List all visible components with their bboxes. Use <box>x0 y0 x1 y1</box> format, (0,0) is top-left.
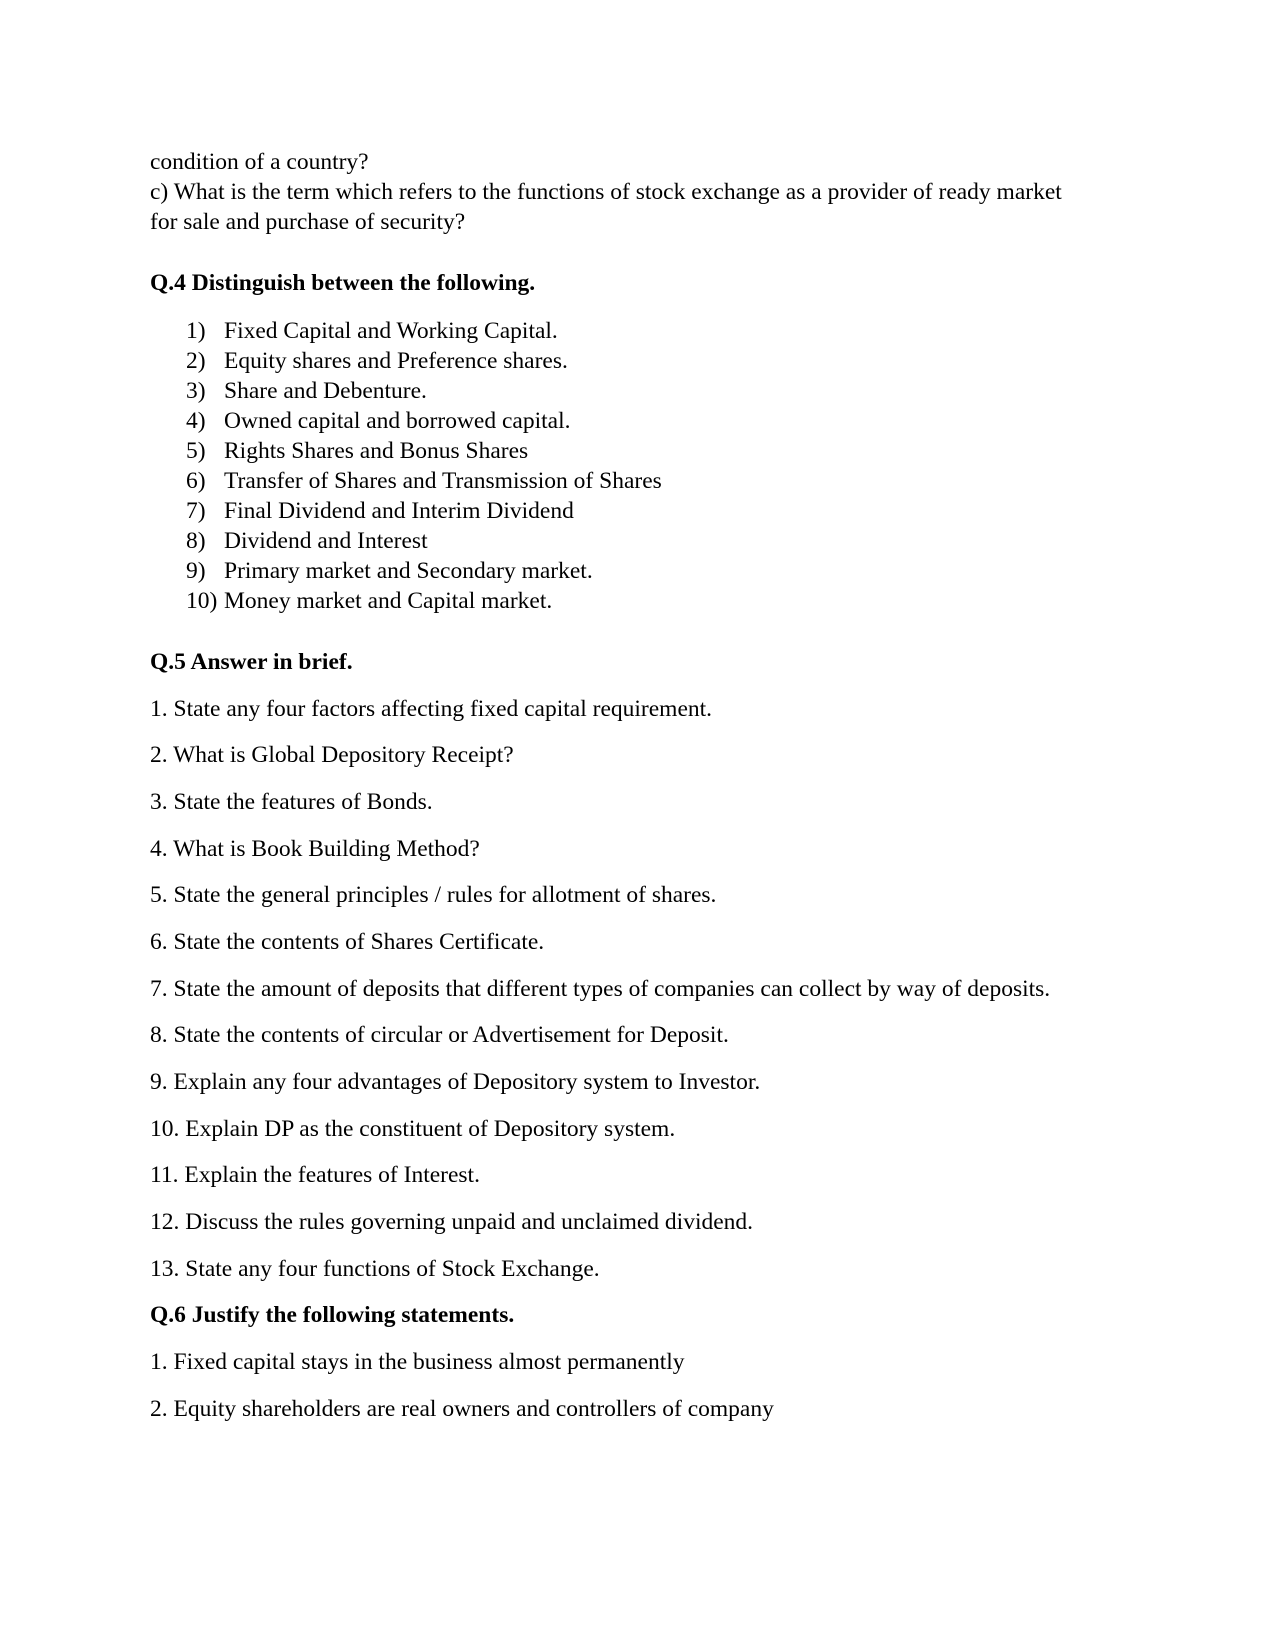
q6-list-item: 2. Equity shareholders are real owners and controllers of company <box>150 1396 774 1422</box>
q4-item-number: 5) <box>186 438 206 464</box>
q4-list-item <box>186 556 593 586</box>
q4-item-number: 4) <box>186 408 206 434</box>
q4-item-text: Transfer of Shares and Transmission of Shares <box>224 468 662 494</box>
q5-list-item: 3. State the features of Bonds. <box>150 789 433 815</box>
q4-list-item <box>186 526 428 556</box>
q4-list-item <box>186 496 574 526</box>
q6-list-item: 1. Fixed capital stays in the business almost permanently <box>150 1349 685 1375</box>
q4-item-number: 8) <box>186 528 206 554</box>
q4-heading: Q.4 Distinguish between the following. <box>150 270 536 296</box>
q5-heading: Q.5 Answer in brief. <box>150 649 353 675</box>
q4-list-item <box>186 586 552 616</box>
q5-list-item: 7. State the amount of deposits that different types of companies can collect by way of deposits. <box>150 976 1051 1002</box>
q4-item-text: Share and Debenture. <box>224 378 427 404</box>
q4-item-text: Owned capital and borrowed capital. <box>224 408 571 434</box>
q5-list-item: 4. What is Book Building Method? <box>150 836 480 862</box>
q5-list-item: 9. Explain any four advantages of Depository system to Investor. <box>150 1069 761 1095</box>
q4-item-text: Fixed Capital and Working Capital. <box>224 318 558 344</box>
q5-list-item: 12. Discuss the rules governing unpaid and unclaimed dividend. <box>150 1209 754 1235</box>
q4-item-number: 2) <box>186 348 206 374</box>
q5-list-item: 10. Explain DP as the constituent of Depository system. <box>150 1116 676 1142</box>
q5-list-item: 11. Explain the features of Interest. <box>150 1162 480 1188</box>
q4-list-item <box>186 316 558 346</box>
q5-list-item: 1. State any four factors affecting fixed capital requirement. <box>150 696 713 722</box>
q4-list-item <box>186 406 571 436</box>
q4-item-text: Rights Shares and Bonus Shares <box>224 438 529 464</box>
q4-list-item <box>186 466 662 496</box>
q5-list-item: 5. State the general principles / rules for allotment of shares. <box>150 882 717 908</box>
q4-item-text: Final Dividend and Interim Dividend <box>224 498 574 524</box>
q4-item-number: 7) <box>186 498 206 524</box>
q5-list-item: 8. State the contents of circular or Advertisement for Deposit. <box>150 1022 729 1048</box>
q4-item-text: Primary market and Secondary market. <box>224 558 593 584</box>
q5-list-item: 2. What is Global Depository Receipt? <box>150 742 514 768</box>
q4-item-text: Money market and Capital market. <box>224 588 553 614</box>
q4-item-text: Equity shares and Preference shares. <box>224 348 568 374</box>
q4-list-item <box>186 436 528 466</box>
intro-line-3: for sale and purchase of security? <box>150 209 466 235</box>
q4-item-number: 6) <box>186 468 206 494</box>
q4-item-text: Dividend and Interest <box>224 528 428 554</box>
intro-line-1: condition of a country? <box>150 149 369 175</box>
q4-item-number: 1) <box>186 318 206 344</box>
q6-heading: Q.6 Justify the following statements. <box>150 1302 515 1328</box>
intro-line-2: c) What is the term which refers to the functions of stock exchange as a provider of ready market <box>150 179 1062 205</box>
q5-list-item: 6. State the contents of Shares Certificate. <box>150 929 545 955</box>
q4-item-number: 3) <box>186 378 206 404</box>
q4-list-item <box>186 346 568 376</box>
q4-item-number: 10) <box>186 588 218 614</box>
q4-list-item <box>186 376 427 406</box>
q4-item-number: 9) <box>186 558 206 584</box>
q5-list-item: 13. State any four functions of Stock Exchange. <box>150 1256 600 1282</box>
